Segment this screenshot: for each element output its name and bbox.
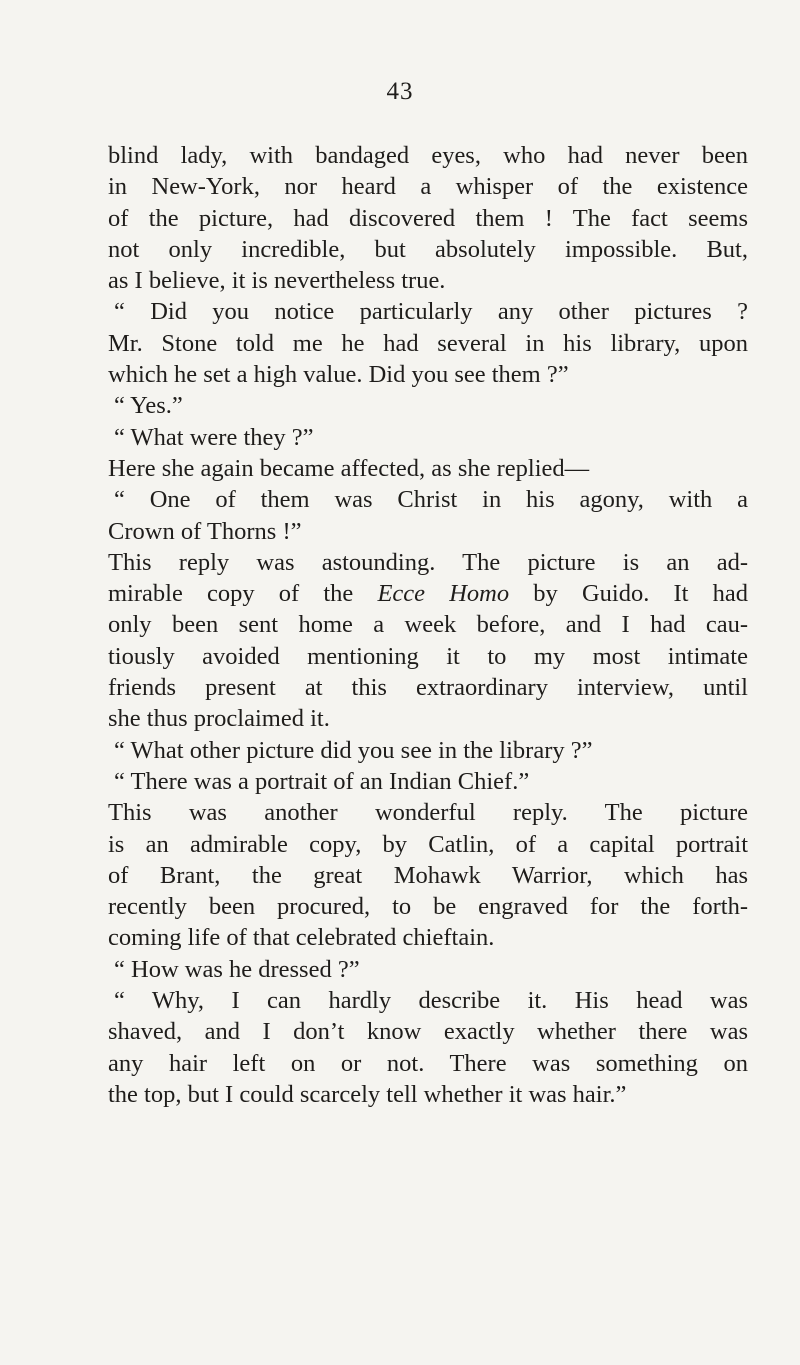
page-number: 43 bbox=[386, 78, 414, 105]
text-line: friends present at this extraordinary interview, until bbox=[108, 674, 748, 702]
text-line: “ What other picture did you see in the library ?” bbox=[114, 736, 593, 764]
text-line: she thus proclaimed it. bbox=[108, 705, 330, 733]
text-line: “ One of them was Christ in his agony, with a bbox=[114, 486, 748, 514]
text-segment: by Guido. It had bbox=[509, 580, 749, 608]
text-line-ecce-homo bbox=[108, 578, 748, 609]
artwork-title: Ecce Homo bbox=[377, 580, 510, 608]
text-line: is an admirable copy, by Catlin, of a capital portrait bbox=[108, 830, 748, 858]
text-line: not only incredible, but absolutely impossible. But, bbox=[108, 235, 748, 263]
text-line: This reply was astounding. The picture is an ad- bbox=[108, 548, 748, 576]
text-line: Here she again became affected, as she replied— bbox=[108, 454, 590, 482]
text-line: “ What were they ?” bbox=[114, 423, 314, 451]
text-line: “ Yes.” bbox=[114, 392, 183, 420]
text-line: blind lady, with bandaged eyes, who had never been bbox=[108, 142, 748, 169]
text-line: “ Did you notice particularly any other pictures ? bbox=[114, 298, 748, 326]
text-line: “ Why, I can hardly describe it. His head was bbox=[114, 987, 748, 1015]
text-line: shaved, and I don’t know exactly whether there was bbox=[108, 1018, 748, 1046]
text-line: only been sent home a week before, and I had cau- bbox=[108, 611, 748, 639]
text-line: the top, but I could scarcely tell whether it was hair.” bbox=[108, 1080, 627, 1108]
text-line: tiously avoided mentioning it to my most intimate bbox=[108, 642, 748, 670]
text-line: in New-York, nor heard a whisper of the existence bbox=[108, 173, 748, 201]
text-line: Crown of Thorns !” bbox=[108, 517, 302, 545]
text-line: as I believe, it is nevertheless true. bbox=[108, 267, 446, 295]
text-line: coming life of that celebrated chieftain. bbox=[108, 924, 495, 952]
body-text bbox=[108, 140, 748, 1110]
text-line: “ How was he dressed ?” bbox=[114, 955, 360, 983]
text-line: This was another wonderful reply. The picture bbox=[108, 799, 748, 827]
text-line: which he set a high value. Did you see them ?” bbox=[108, 361, 569, 389]
text-line: Mr. Stone told me he had several in his library, upon bbox=[108, 329, 748, 357]
text-line: of the picture, had discovered them ! The fact seems bbox=[108, 204, 748, 232]
text-line: of Brant, the great Mohawk Warrior, which has bbox=[108, 861, 748, 889]
text-line: any hair left on or not. There was something on bbox=[108, 1049, 748, 1077]
text-line: “ There was a portrait of an Indian Chief.” bbox=[114, 767, 530, 795]
text-line: recently been procured, to be engraved for the forth- bbox=[108, 893, 748, 921]
text-segment: mirable copy of the bbox=[108, 580, 378, 608]
